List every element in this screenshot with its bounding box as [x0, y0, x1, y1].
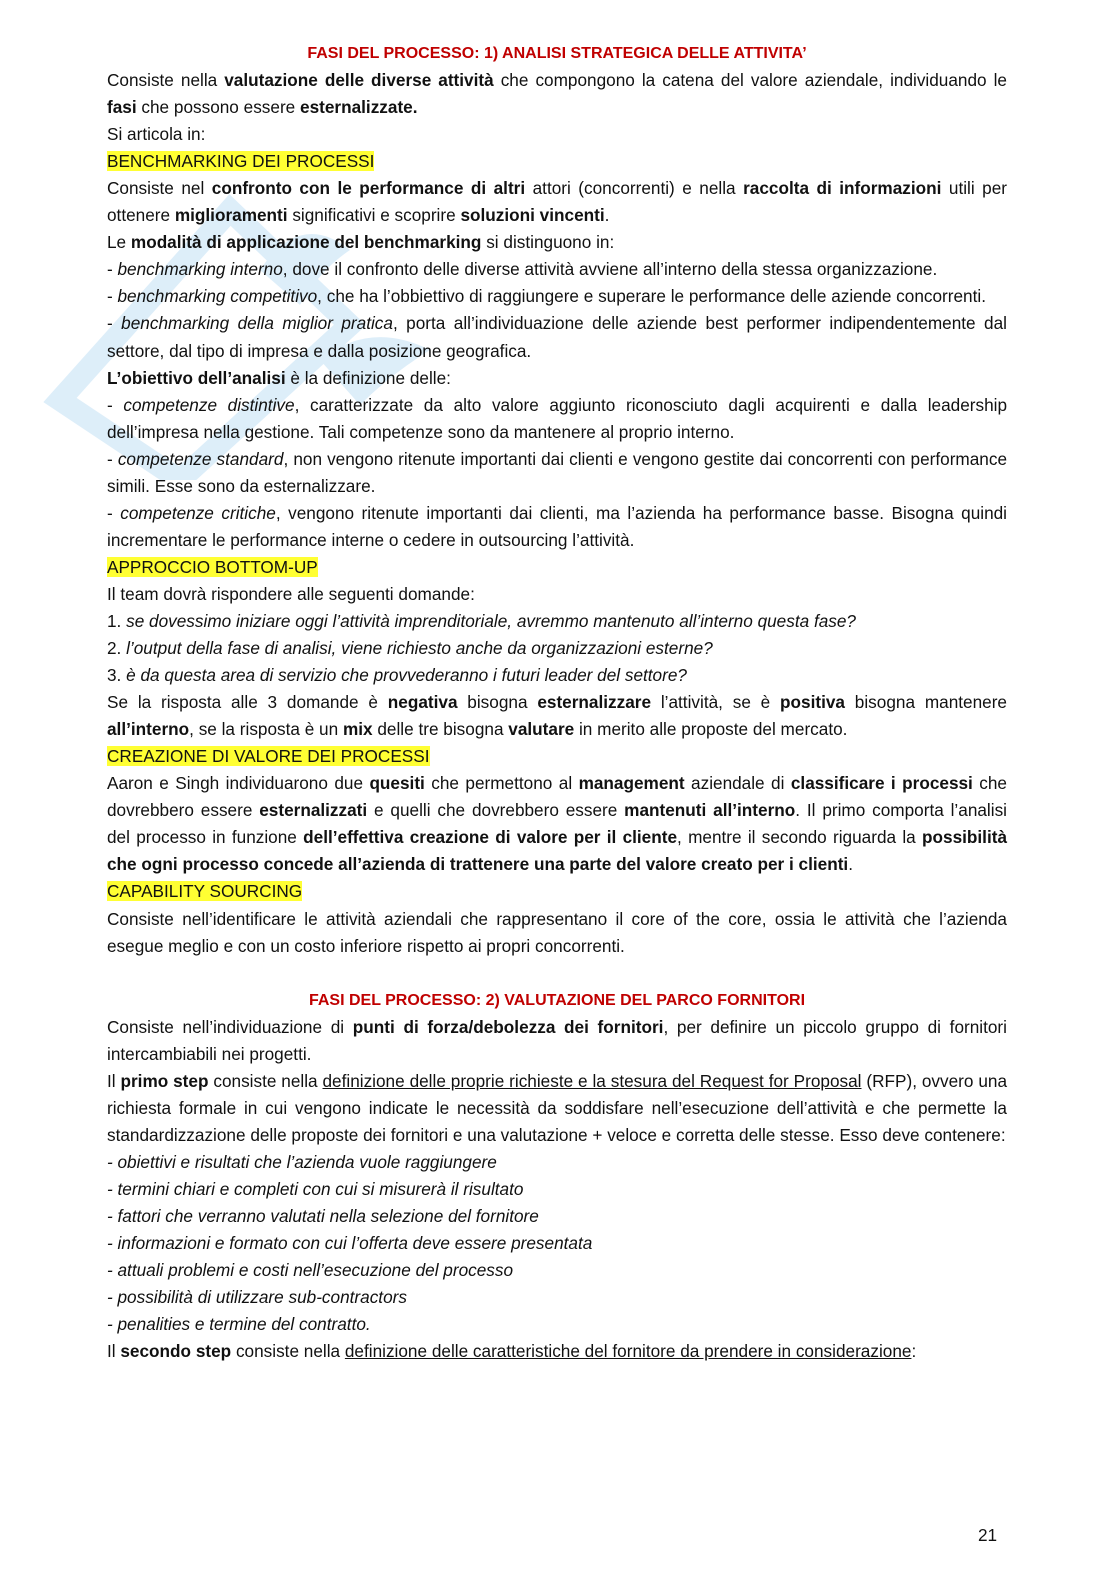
question-item: 3. è da questa area di servizio che provvederanno i futuri leader del settore?	[107, 665, 687, 686]
benchmarking-modalita: Le modalità di applicazione del benchmarking si distinguono in:	[107, 232, 615, 253]
articola-line: Si articola in:	[107, 124, 206, 145]
rfp-list-item: - penalities e termine del contratto.	[107, 1314, 371, 1335]
capability-paragraph: Consiste nell’identificare le attività aziendali che rappresentano il core of the core, ossia le attività che l’azienda esegue meglio e con un costo inferiore rispetto ai propri concorrenti.	[107, 908, 1007, 956]
competenze-item: - competenze distintive, caratterizzate da alto valore aggiunto riconosciuto dagli acquirenti e dalla leadership dell’impresa nella gestione. Tali competenze sono da mantenere al proprio interno.	[107, 394, 1008, 442]
obiettivo-line: L’obiettivo dell’analisi è la definizione delle:	[107, 367, 451, 388]
section-1-title: FASI DEL PROCESSO: 1) ANALISI STRATEGICA DELLE ATTIVITA’	[307, 45, 807, 62]
question-item: 1. se dovessimo iniziare oggi l’attività imprenditoriale, avremmo mantenuto all’interno questa fase?	[107, 610, 856, 631]
competenze-item: - competenze critiche, vengono ritenute importanti dai clienti, ma l’azienda ha performance basse. Bisogna quindi incrementare le performance interne o cedere in outsourcing l’attività.	[107, 502, 1008, 550]
rfp-list-item: - attuali problemi e costi nell’esecuzione del processo	[107, 1260, 514, 1281]
question-item: 2. l’output della fase di analisi, viene richiesto anche da organizzazioni esterne?	[107, 638, 713, 659]
section-1-intro: Consiste nella valutazione delle diverse attività che compongono la catena del valore aziendale, individuando le fasi che possono essere esternalizzate.	[107, 70, 1007, 118]
benchmarking-item: - benchmarking interno, dove il confronto delle diverse attività avviene all’interno della stessa organizzazione.	[107, 259, 938, 280]
page-number: 21	[978, 1525, 998, 1545]
section-gap	[107, 960, 1007, 987]
bottom-up-conclusion: Se la risposta alle 3 domande è negativa bisogna esternalizzare l’attività, se è positiva bisogna mantenere all’interno, se la risposta è un mix delle tre bisogna valutare in merito alle proposte del mercato.	[107, 692, 1007, 740]
benchmarking-item: - benchmarking della miglior pratica, porta all’individuazione delle aziende best performer indipendentemente dal settore, dal tipo di impresa e dalla posizione geografica.	[107, 313, 1007, 361]
benchmarking-item: - benchmarking competitivo, che ha l’obbiettivo di raggiungere e superare le performance delle aziende concorrenti.	[107, 286, 986, 307]
creazione-heading: CREAZIONE DI VALORE DEI PROCESSI	[107, 746, 430, 767]
bottom-up-intro: Il team dovrà rispondere alle seguenti domande:	[107, 583, 475, 604]
rfp-list-item: - possibilità di utilizzare sub-contractors	[107, 1287, 407, 1308]
primo-step-paragraph: Il primo step consiste nella definizione delle proprie richieste e la stesura del Request for Proposal (RFP), ovvero una richiesta formale in cui vengono indicate le necessità da soddisfare nell’esecuzione dell’attività e che permette la standardizzazione delle proposte dei fornitori e una valutazione + veloce e corretta delle stesse. Esso deve contenere:	[107, 1070, 1008, 1145]
benchmarking-heading: BENCHMARKING DEI PROCESSI	[107, 151, 375, 172]
secondo-step-paragraph: Il secondo step consiste nella definizione delle caratteristiche del fornitore da prendere in considerazione:	[107, 1341, 917, 1362]
document-page	[107, 40, 1007, 1365]
capability-heading: CAPABILITY SOURCING	[107, 881, 303, 902]
bottom-up-heading: APPROCCIO BOTTOM-UP	[107, 556, 318, 577]
competenze-item: - competenze standard, non vengono ritenute importanti dai clienti e vengono gestite dai concorrenti con performance simili. Esse sono da esternalizzare.	[107, 448, 1008, 496]
section-2-intro: Consiste nell’individuazione di punti di forza/debolezza dei fornitori, per definire un piccolo gruppo di fornitori intercambiabili nei progetti.	[107, 1016, 1007, 1064]
rfp-list-item: - obiettivi e risultati che l’azienda vuole raggiungere	[107, 1151, 497, 1172]
rfp-list-item: - informazioni e formato con cui l’offerta deve essere presentata	[107, 1233, 593, 1254]
rfp-list-item: - fattori che verranno valutati nella selezione del fornitore	[107, 1205, 539, 1226]
section-2-title: FASI DEL PROCESSO: 2) VALUTAZIONE DEL PARCO FORNITORI	[308, 991, 806, 1009]
rfp-list-item: - termini chiari e completi con cui si misurerà il risultato	[107, 1178, 524, 1199]
benchmarking-paragraph: Consiste nel confronto con le performance di altri attori (concorrenti) e nella raccolta di informazioni utili per ottenere miglioramenti significativi e scoprire soluzioni vincenti.	[107, 178, 1007, 226]
creazione-paragraph: Aaron e Singh individuarono due quesiti che permettono al management aziendale di classificare i processi che dovrebbero essere esternalizzati e quelli che dovrebbero essere mantenuti all’interno. Il primo comporta l’analisi del processo in funzione dell’effettiva creazione di valore per il cliente, mentre il secondo riguarda la possibilità che ogni processo concede all’azienda di trattenere una parte del valore creato per i clienti.	[107, 773, 1008, 875]
